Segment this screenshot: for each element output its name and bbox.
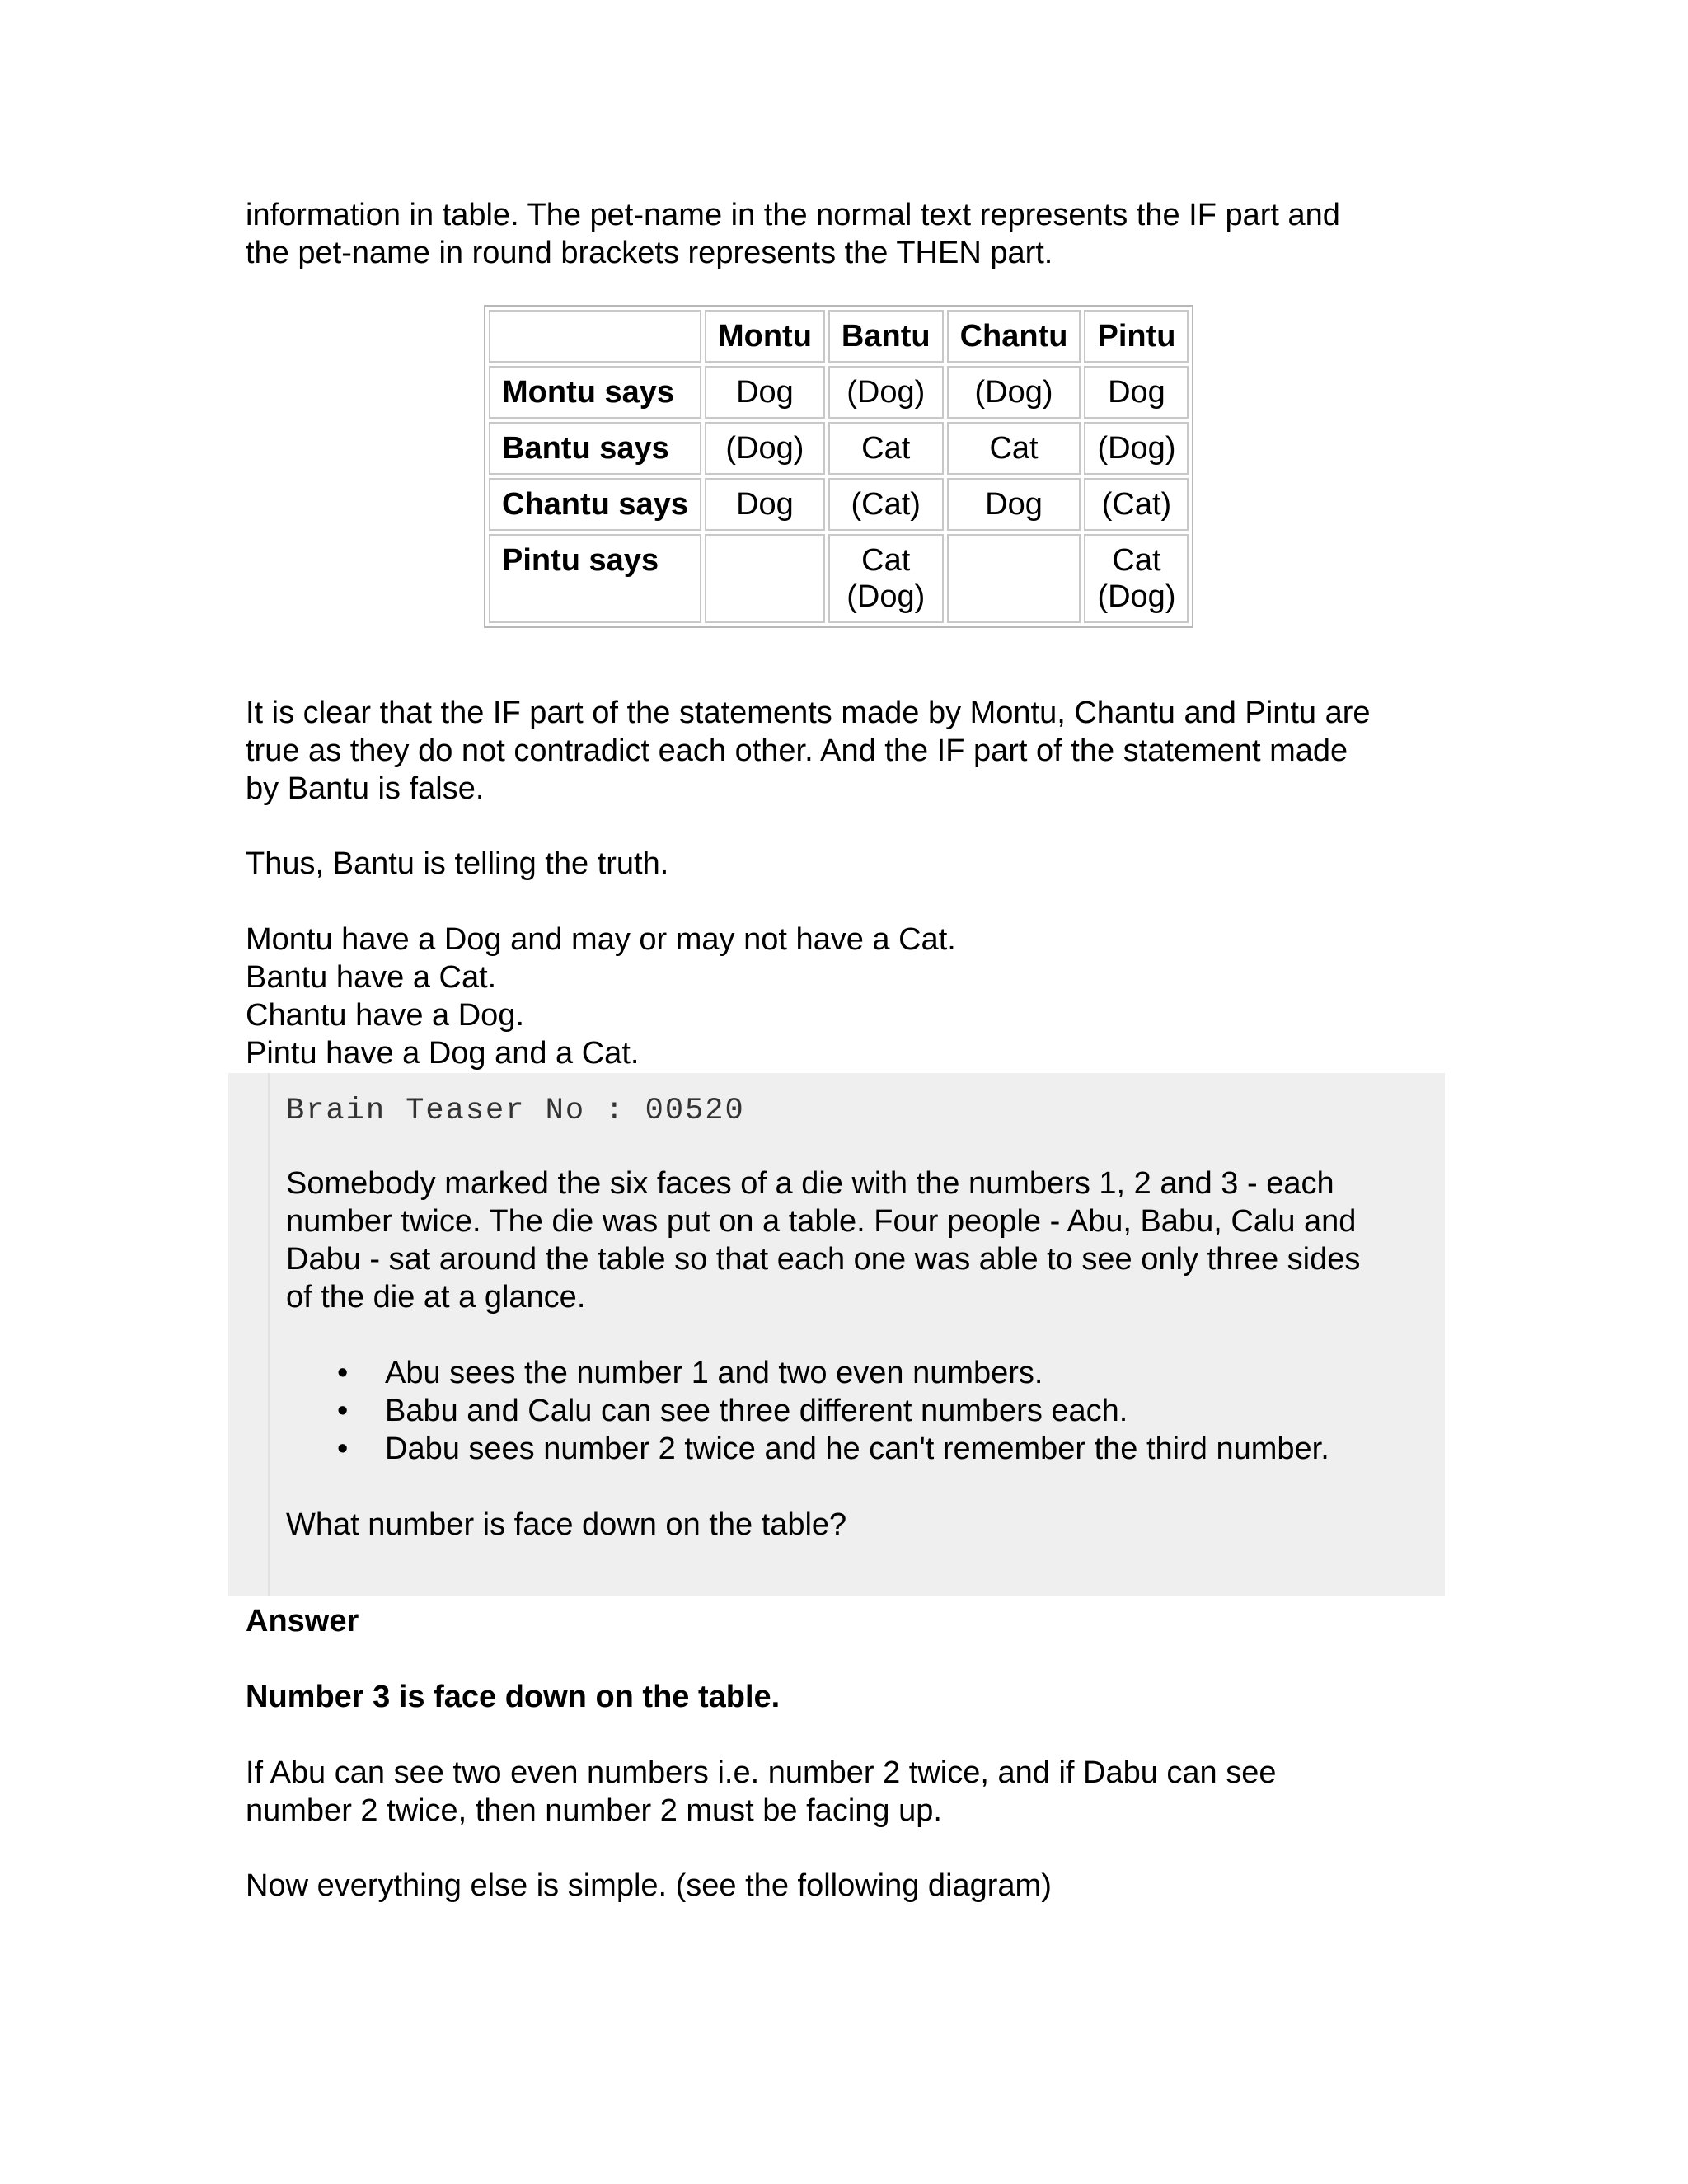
cell-value: Cat (861, 543, 911, 578)
table-cell (705, 422, 825, 475)
table-cell (705, 478, 825, 531)
cell-value: (Cat) (1101, 487, 1172, 522)
conclusion-text (246, 845, 1449, 883)
row-header: Bantu says (489, 422, 701, 475)
column-header: Chantu (947, 310, 1081, 363)
cell-value: Dog (1108, 375, 1165, 410)
clue-text: Abu sees the number 1 and two even numbers. (385, 1356, 1043, 1390)
answer-heading: Answer (246, 1604, 359, 1638)
brain-teaser-text (286, 1165, 1432, 1316)
table-row (489, 366, 1189, 419)
intro-line: information in table. The pet-name in the normal text represents the IF part and (246, 198, 1340, 232)
table-cell (947, 478, 1081, 531)
analysis-paragraph (246, 694, 1449, 808)
cell-value: Dog (985, 487, 1043, 522)
intro-paragraph (246, 196, 1449, 272)
clue-text: Dabu sees number 2 twice and he can't remember the third number. (385, 1432, 1329, 1466)
bullet-icon: • (337, 1432, 349, 1466)
cell-value: Cat (861, 431, 911, 466)
pet-ownership-line: Bantu have a Cat. (246, 960, 497, 995)
table-cell (947, 366, 1081, 419)
explanation-line: If Abu can see two even numbers i.e. number 2 twice, and if Dabu can see (246, 1755, 1277, 1790)
table-corner-cell (489, 310, 701, 363)
column-header: Pintu (1084, 310, 1189, 363)
table-cell (1084, 366, 1189, 419)
cell-value: Cat (1112, 543, 1161, 578)
cell-value: (Dog) (725, 431, 804, 466)
table-cell (947, 534, 1081, 623)
answer-statement: Number 3 is face down on the table. (246, 1680, 781, 1714)
table-cell (1084, 478, 1189, 531)
cell-value: Cat (989, 431, 1039, 466)
analysis-line: It is clear that the IF part of the statements made by Montu, Chantu and Pintu are (246, 696, 1371, 730)
clue-text: Babu and Calu can see three different numbers each. (385, 1394, 1128, 1428)
bullet-icon: • (337, 1356, 349, 1390)
table-cell (705, 366, 825, 419)
brain-teaser-title: Brain Teaser No : 00520 (286, 1094, 745, 1128)
conclusion-line: Thus, Bantu is telling the truth. (246, 846, 669, 881)
cell-value: (Cat) (851, 487, 921, 522)
pet-ownership-line: Montu have a Dog and may or may not have a Cat. (246, 922, 956, 957)
table-row (489, 478, 1189, 531)
table-cell (828, 534, 944, 623)
table-cell (1084, 422, 1189, 475)
row-header: Pintu says (489, 534, 701, 623)
cell-value: (Dog) (846, 579, 926, 614)
pet-ownership-list (246, 921, 1449, 1072)
brain-teaser-line: Somebody marked the six faces of a die with the numbers 1, 2 and 3 - each (286, 1166, 1334, 1201)
bullet-icon: • (337, 1394, 349, 1428)
table-row (489, 422, 1189, 475)
table-header-row (489, 310, 1189, 363)
answer-explanation (246, 1754, 1449, 1830)
column-header: Montu (705, 310, 825, 363)
list-item (286, 1354, 1432, 1392)
analysis-line: true as they do not contradict each other. And the IF part of the statement made (246, 733, 1348, 768)
pet-ownership-line: Pintu have a Dog and a Cat. (246, 1036, 640, 1071)
brain-teaser-clues (286, 1354, 1432, 1468)
cell-value: (Dog) (846, 375, 926, 410)
explanation-line: number 2 twice, then number 2 must be facing up. (246, 1793, 942, 1828)
table-row (489, 534, 1189, 623)
table-cell (828, 422, 944, 475)
table-cell (705, 534, 825, 623)
pet-table (484, 305, 1193, 628)
table-cell (1084, 534, 1189, 623)
intro-line: the pet-name in round brackets represents the THEN part. (246, 236, 1053, 270)
brain-teaser-line: Dabu - sat around the table so that each one was able to see only three sides (286, 1242, 1361, 1277)
analysis-line: by Bantu is false. (246, 771, 485, 806)
table-cell (828, 366, 944, 419)
cell-value: (Dog) (1097, 431, 1176, 466)
brain-teaser-question: What number is face down on the table? (286, 1507, 847, 1542)
table-cell (828, 478, 944, 531)
cell-value: (Dog) (974, 375, 1053, 410)
brain-teaser-line: of the die at a glance. (286, 1280, 586, 1315)
column-header: Bantu (828, 310, 944, 363)
cell-value: Dog (736, 375, 794, 410)
list-item (286, 1430, 1432, 1468)
row-header: Montu says (489, 366, 701, 419)
cell-value: (Dog) (1097, 579, 1176, 614)
pet-ownership-line: Chantu have a Dog. (246, 998, 525, 1033)
table-cell (947, 422, 1081, 475)
brain-teaser-line: number twice. The die was put on a table. Four people - Abu, Babu, Calu and (286, 1204, 1357, 1239)
list-item (286, 1392, 1432, 1430)
cell-value: Dog (736, 487, 794, 522)
row-header: Chantu says (489, 478, 701, 531)
answer-followup: Now everything else is simple. (see the following diagram) (246, 1868, 1052, 1903)
